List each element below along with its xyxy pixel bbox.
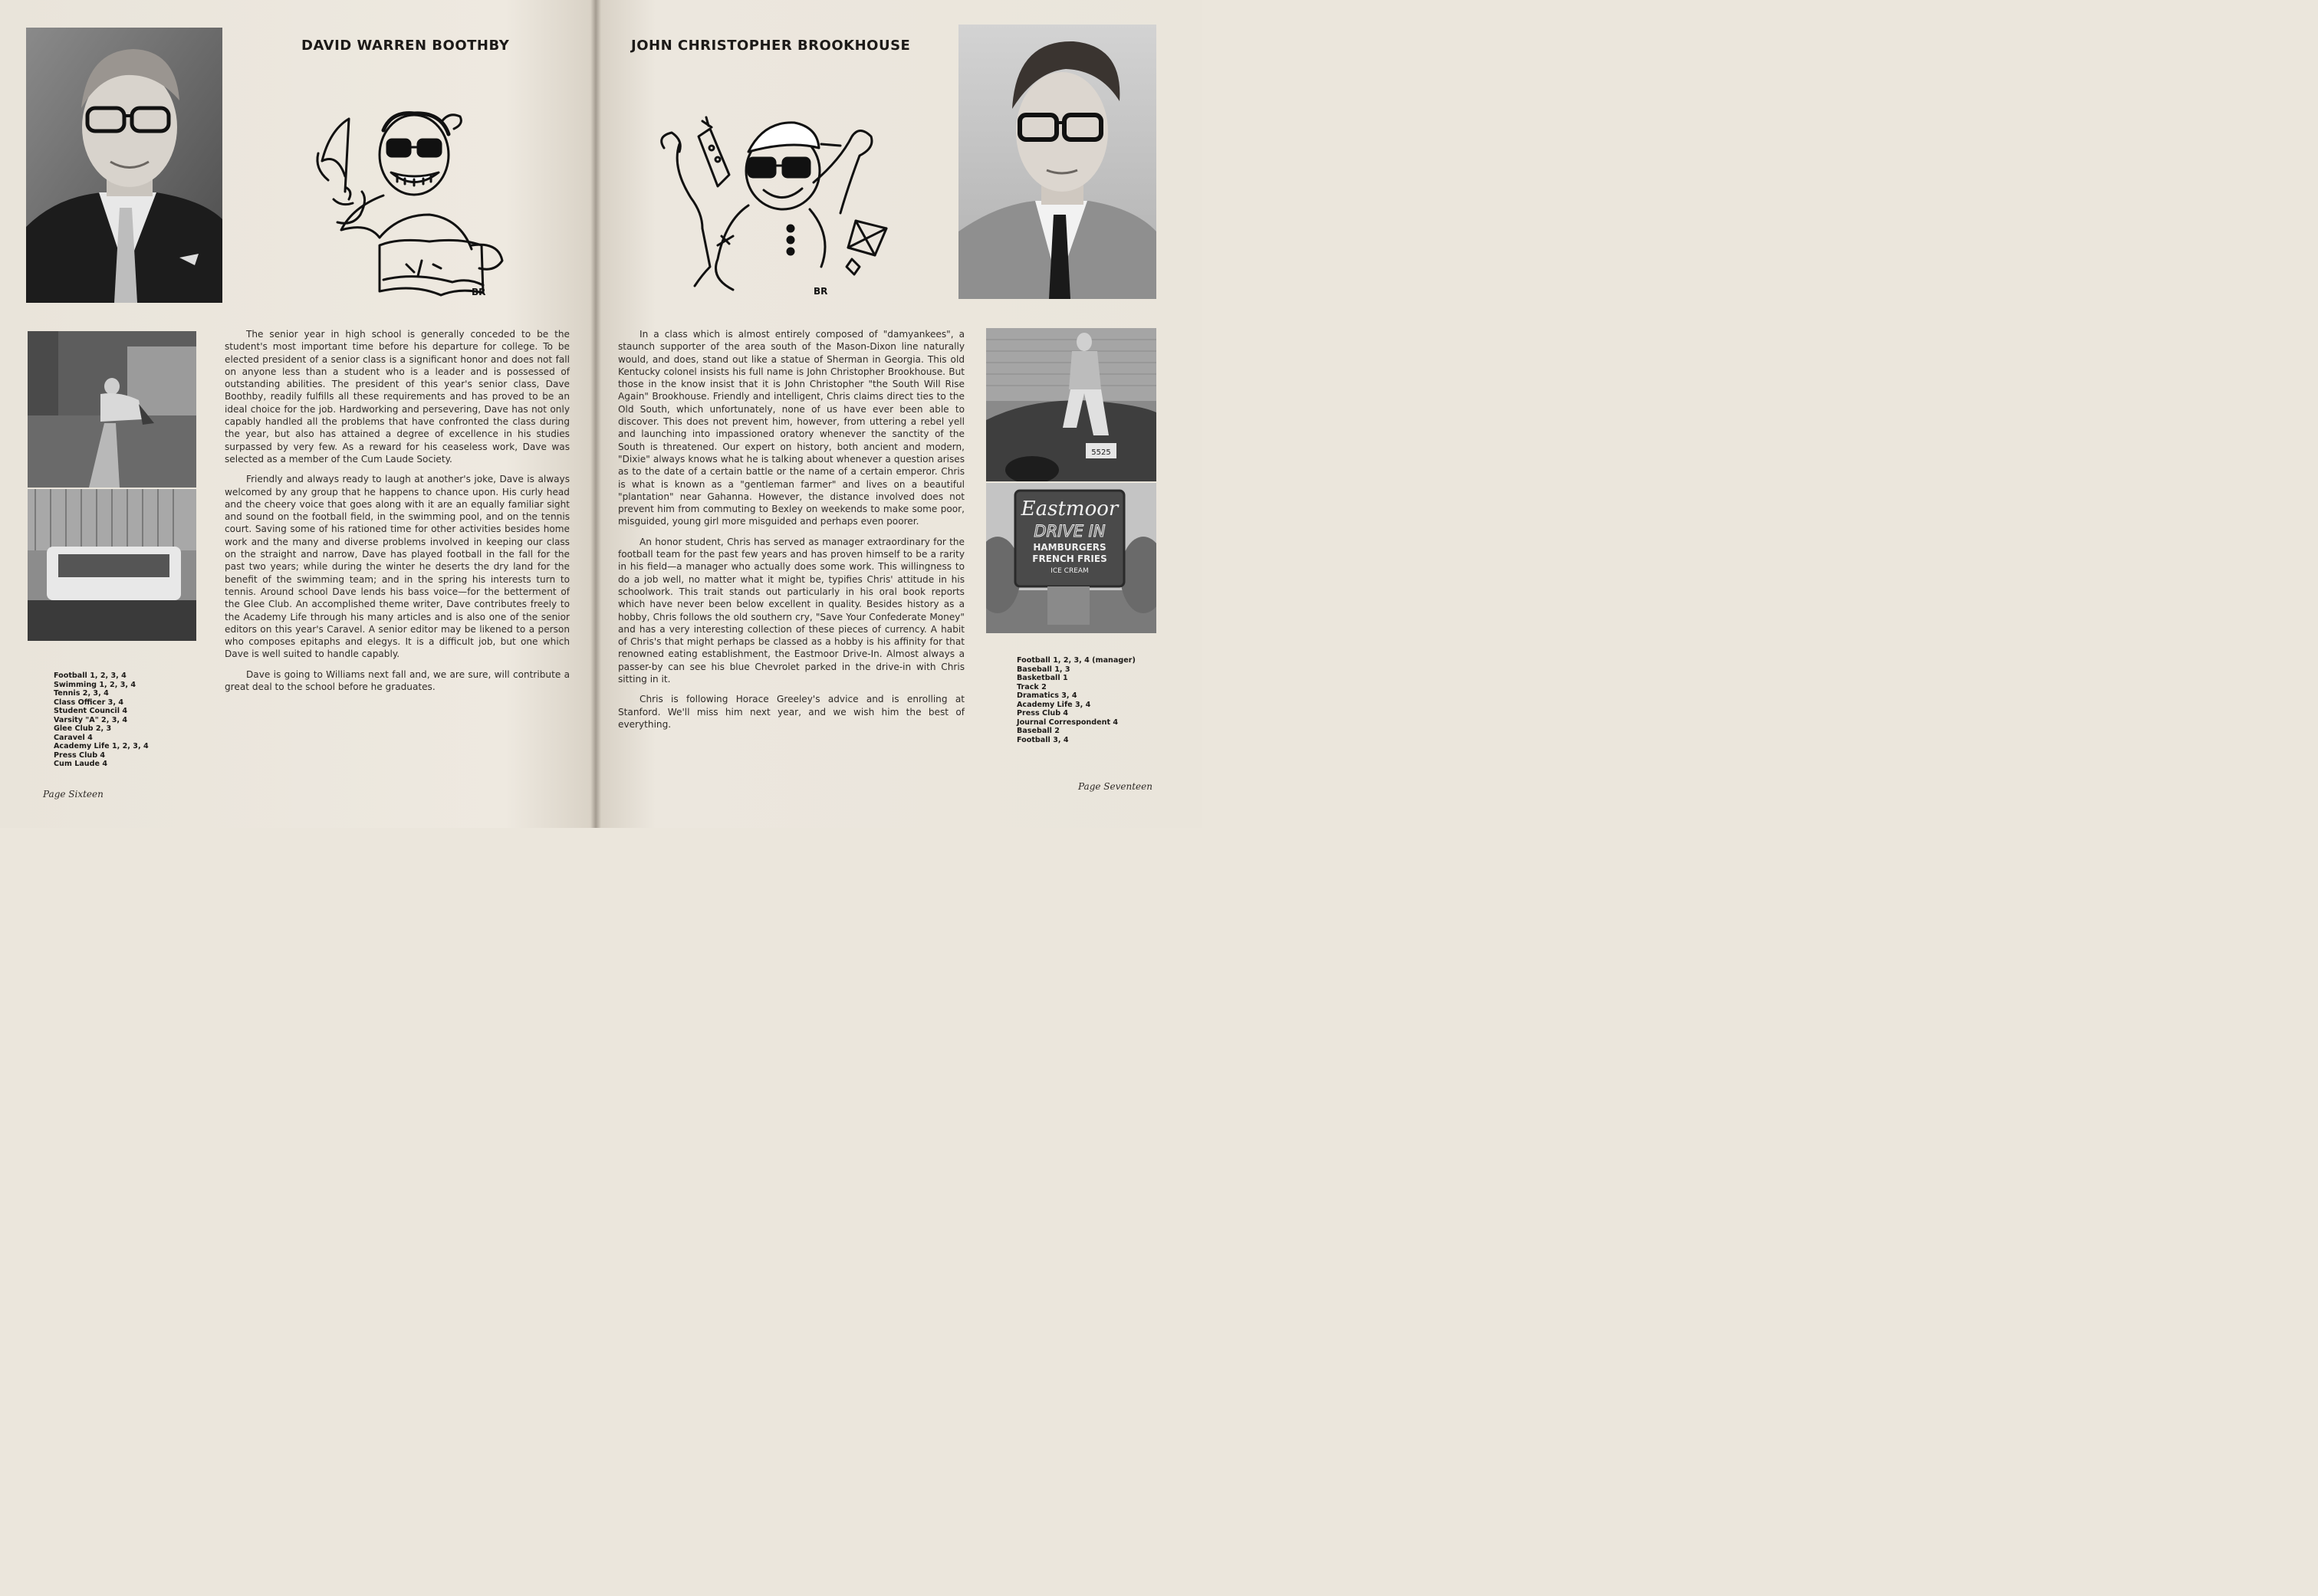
boothby-activities-list — [54, 672, 149, 769]
boothby-biography-text — [225, 328, 570, 701]
left-page — [0, 0, 595, 828]
boothby-activity-item: Press Club 4 — [54, 750, 106, 760]
brookhouse-paragraph-1: In a class which is almost entirely composed of "damyankees", a staunch supporter of the area south of the Mason-Dixon line naturally would, and does, stand out like a statue of Sherman in Georgia. This old Kentucky colonel insists his full name is John Christopher Brookhouse. But those in the know insist that it is John Christopher "the South Will Rise Again" Brookhouse. Friendly and intelligent, Chris claims direct ties to the Old South, which unfortunately, none of us have ever been able to discover. This does not prevent him, however, from uttering a rebel yell and launching into impassioned oratory whenever the sanctity of the South is threatened. Our expert on history, both ancient and modern, "Dixie" always knows what he is talking about whenever a question arises as to the date of a certain battle or the name of a certain emperor. Chris is what is known as a "gentleman farmer" and lives on a beautiful "plantation" near Gahanna. However, the distance involved does not prevent him from commuting to Bexley on weekends to make some poor, misguided, young girl more misguided and perhaps even poorer. — [618, 329, 965, 527]
boothby-paragraph-3: Dave is going to Williams next fall and, we are sure, will contribute a great deal to the school before he graduates. — [225, 668, 570, 693]
sign-hamburgers-text: HAMBURGERS — [1033, 542, 1106, 553]
right-page-number: Page Seventeen — [1078, 781, 1152, 792]
book-gutter-fold — [590, 0, 601, 828]
license-plate-text: 5525 — [1091, 448, 1111, 457]
boothby-sports-photo — [28, 331, 196, 488]
boothby-caricature-drawing — [307, 107, 514, 300]
brookhouse-activity-item: Track 2 — [1017, 682, 1047, 691]
boothby-activity-item: Student Council 4 — [54, 707, 128, 715]
boothby-portrait-photo — [26, 28, 222, 303]
boothby-name-heading: DAVID WARREN BOOTHBY — [301, 38, 510, 54]
boothby-activity-item: Glee Club 2, 3 — [54, 724, 112, 733]
boothby-typewriter-photo — [28, 489, 196, 641]
brookhouse-biography-text — [618, 328, 965, 738]
brookhouse-cartoon-signature: BR — [814, 286, 828, 297]
brookhouse-caricature-drawing — [656, 113, 894, 297]
brookhouse-activity-item: Dramatics 3, 4 — [1017, 691, 1077, 700]
sign-drive-in-text: DRIVE IN — [1034, 522, 1106, 540]
boothby-activity-item: Caravel 4 — [54, 733, 93, 742]
sign-french-fries-text: FRENCH FRIES — [1032, 553, 1107, 564]
boothby-activity-item: Cum Laude 4 — [54, 760, 108, 768]
brookhouse-name-heading: JOHN CHRISTOPHER BROOKHOUSE — [631, 38, 911, 54]
boothby-activity-item: Football 1, 2, 3, 4 — [54, 672, 127, 680]
boothby-activity-item: Class Officer 3, 4 — [54, 698, 124, 707]
brookhouse-car-photo — [986, 328, 1156, 481]
brookhouse-activity-item: Football 3, 4 — [1017, 735, 1069, 744]
boothby-paragraph-1: The senior year in high school is generally conceded to be the student's most important time before his departure for college. To be elected president of a senior class is a significant honor and does not fall on anyone less than a student who is a leader and is possessed of outstanding abilities. The president of this year's senior class, Dave Boothby, readily fulfills all these requirements and has proved to be an ideal choice for the job. Hardworking and persevering, Dave has not only capably handled all the problems that have confronted the class during the year, but also has attained a degree of excellence in his studies surpassed by very few. As a reward for his ceaseless work, Dave was selected as a member of the Cum Laude Society. — [225, 329, 570, 465]
sign-eastmoor-text: Eastmoor — [1021, 498, 1119, 521]
brookhouse-portrait-photo — [958, 25, 1156, 299]
brookhouse-activity-item: Academy Life 3, 4 — [1017, 700, 1091, 709]
boothby-activity-item: Varsity "A" 2, 3, 4 — [54, 715, 128, 724]
boothby-paragraph-2: Friendly and always ready to laugh at another's joke, Dave is always welcomed by any group that he happens to chance upon. His curly head and the cheery voice that goes along with it are an equally familiar sight and sound on the football field, in the swimming pool, and on the tennis court. Saving some of his rationed time for other activities besides home work and the many and diverse problems involved in keeping our class on the straight and narrow, Dave has played football in the fall for the past two years; while during the winter he deserts the dry land for the benefit of the swimming team; and in the spring his interests turn to tennis. Around school Dave lends his bass voice—for the betterment of the Glee Club. An accomplished theme writer, Dave contributes freely to the Academy Life through his many articles and is also one of the senior editors on this year's Caravel. A senior editor may be likened to a person who composes epitaphs and elegys. It is a difficult job, but one which Dave is well suited to handle capably. — [225, 474, 570, 660]
boothby-activity-item: Tennis 2, 3, 4 — [54, 689, 109, 698]
brookhouse-activity-item: Baseball 1, 3 — [1017, 665, 1070, 674]
boothby-activity-item: Swimming 1, 2, 3, 4 — [54, 680, 136, 689]
brookhouse-activity-item: Football 1, 2, 3, 4 (manager) — [1017, 656, 1136, 665]
brookhouse-activity-item: Press Club 4 — [1017, 709, 1069, 718]
sign-ice-cream-text: ICE CREAM — [1050, 567, 1089, 575]
brookhouse-paragraph-3: Chris is following Horace Greeley's advice and is enrolling at Stanford. We'll miss him next year, and we wish him the best of everything. — [618, 694, 965, 730]
brookhouse-activity-item: Basketball 1 — [1017, 674, 1068, 682]
right-page — [595, 0, 1202, 828]
brookhouse-paragraph-2: An honor student, Chris has served as manager extraordinary for the football team for the past few years and has proven himself to be a rarity in his field—a manager who actually does some work. This willingness to do a job well, no matter what it might be, typifies Chris' attitude in his schoolwork. This trait stands out particularly in his oral book reports which have never been below excellent in quality. Besides history as a hobby, Chris follows the old southern cry, "Save Your Confederate Money" and has a very interesting collection of these pieces of currency. A habit of Chris's that might perhaps be classed as a hobby is his affinity for that renowned eating establishment, the Eastmoor Drive-In. Almost always a passer-by can see his blue Chevrolet parked in the drive-in with Chris sitting in it. — [618, 536, 965, 685]
brookhouse-activity-item: Baseball 2 — [1017, 727, 1060, 735]
boothby-activity-item: Academy Life 1, 2, 3, 4 — [54, 742, 149, 750]
brookhouse-activities-list — [1017, 656, 1136, 744]
boothby-cartoon-signature: BR — [472, 287, 486, 297]
left-page-number: Page Sixteen — [43, 789, 104, 800]
eastmoor-drive-in-sign-photo — [986, 483, 1156, 633]
brookhouse-activity-item: Journal Correspondent 4 — [1017, 718, 1119, 727]
